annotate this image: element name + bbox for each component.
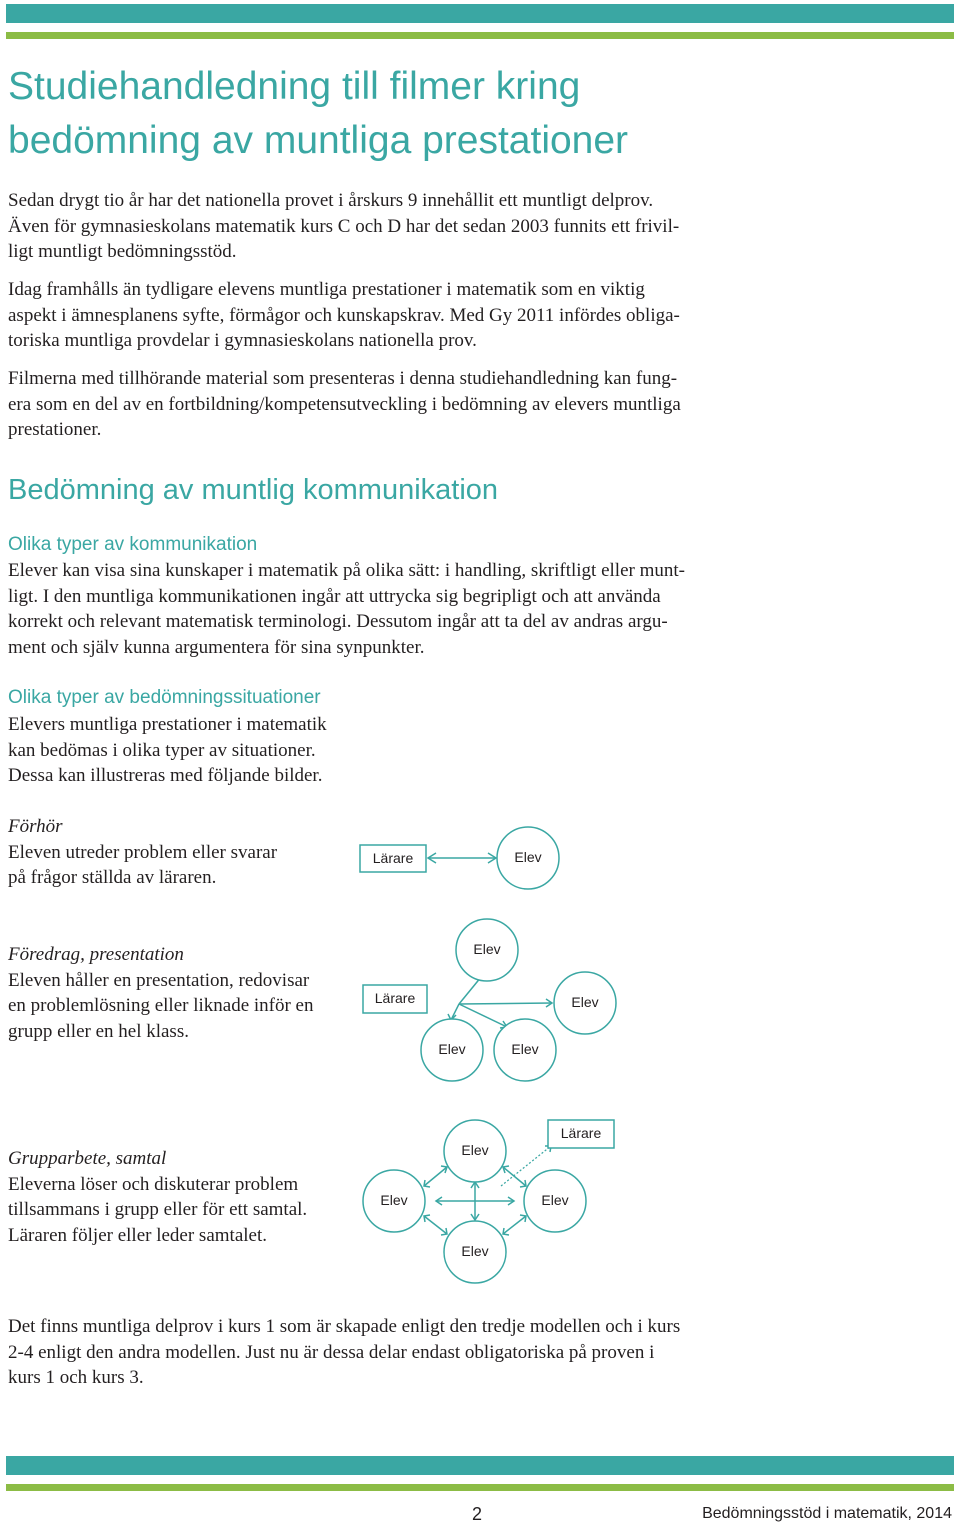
text-line: 2-4 enligt den andra modellen. Just nu är dessa delar endast obligatoriska på proven i <box>8 1341 655 1363</box>
text-line: Dessa kan illustreras med följande bilder. <box>8 765 323 786</box>
situation-title: Grupparbete, samtal <box>8 1148 167 1169</box>
student-label: Elev <box>511 1041 539 1057</box>
situation-oral-exam <box>8 814 348 891</box>
footer-document-title: Bedömningsstöd i matematik, 2014 <box>702 1505 952 1522</box>
situation-group-work <box>8 1146 353 1248</box>
student-label: Elev <box>461 1142 489 1158</box>
text-line: toriska muntliga provdelar i gymnasieskolans nationella prov. <box>8 330 477 351</box>
bottom-band-green <box>6 1484 954 1491</box>
diagram-oral-exam <box>350 820 570 900</box>
text-line: tillsammans i grupp eller för ett samtal. <box>8 1199 308 1220</box>
text-line: kan bedömas i olika typer av situationer. <box>8 739 316 761</box>
text-line: ligt. I den muntliga kommunikationen ingår att uttrycka sig begripligt och att använda <box>8 585 661 607</box>
page-title-line: Studiehandledning till filmer kring <box>8 65 581 108</box>
page-title-line: bedömning av muntliga prestationer <box>8 119 629 162</box>
text-line: kurs 1 och kurs 3. <box>8 1367 144 1388</box>
text-line: era som en del av en fortbildning/kompetensutveckling i bedömning av elevers muntliga <box>8 393 681 415</box>
text-line: ment och själv kunna argumentera för sina synpunkter. <box>8 636 425 658</box>
intro-paragraph-3 <box>8 366 768 443</box>
top-band-green <box>6 32 954 39</box>
page-title <box>8 60 768 168</box>
situation-presentation <box>8 942 358 1044</box>
text-line: Eleven håller en presentation, redovisar <box>8 969 310 991</box>
intro-paragraph-1 <box>8 188 768 265</box>
intro-paragraph-2 <box>8 277 768 354</box>
edge-arrow <box>503 1216 526 1234</box>
situations-intro-paragraph <box>8 712 768 789</box>
edge-arrow <box>503 1167 526 1186</box>
communication-paragraph <box>8 558 768 660</box>
situation-title: Föredrag, presentation <box>8 944 184 965</box>
text-line: aspekt i ämnesplanens syfte, förmågor och kunskapskrav. Med Gy 2011 infördes obliga- <box>8 304 680 326</box>
edge-arrow <box>424 1216 447 1234</box>
top-band-teal <box>6 4 954 23</box>
edge-arrow <box>424 1167 447 1186</box>
text-line: Sedan drygt tio år har det nationella provet i årskurs 9 innehållit ett muntligt delprov. <box>8 190 654 211</box>
situation-title: Förhör <box>8 816 63 837</box>
text-line: Eleverna löser och diskuterar problem <box>8 1173 299 1195</box>
teacher-label: Lärare <box>374 990 416 1006</box>
closing-paragraph <box>8 1314 768 1391</box>
student-label: Elev <box>571 994 599 1010</box>
page-number: 2 <box>472 1504 483 1524</box>
text-line: Elever kan visa sina kunskaper i matematik på olika sätt: i handling, skriftligt eller munt- <box>8 560 685 581</box>
subheading-communication-types: Olika typer av kommunikation <box>8 534 258 555</box>
text-line: grupp eller en hel klass. <box>8 1020 189 1042</box>
text-line: på frågor ställda av läraren. <box>8 867 217 888</box>
text-line: Läraren följer eller leder samtalet. <box>8 1224 267 1246</box>
subheading-assessment-situations: Olika typer av bedömningssituationer <box>8 687 321 708</box>
text-line: en problemlösning eller liknade inför en <box>8 995 314 1016</box>
text-line: Idag framhålls än tydligare elevens muntliga prestationer i matematik som en viktig <box>8 279 645 300</box>
edge-arrow <box>459 1003 552 1004</box>
student-label: Elev <box>473 941 501 957</box>
student-label: Elev <box>380 1192 408 1208</box>
text-line: Det finns muntliga delprov i kurs 1 som är skapade enligt den tredje modellen och i kurs <box>8 1316 681 1337</box>
text-line: ligt muntligt bedömningsstöd. <box>8 241 237 262</box>
text-line: Filmerna med tillhörande material som presenteras i denna studiehandledning kan fung- <box>8 368 678 389</box>
teacher-label: Lärare <box>372 850 414 866</box>
bottom-band-teal <box>6 1456 954 1475</box>
diagram-presentation <box>355 915 635 1090</box>
text-line: prestationer. <box>8 419 102 440</box>
student-label: Elev <box>514 849 542 865</box>
section-heading: Bedömning av muntlig kommunikation <box>8 474 499 506</box>
text-line: Elevers muntliga prestationer i matematik <box>8 714 327 735</box>
text-line: Eleven utreder problem eller svarar <box>8 841 278 863</box>
diagram-group-work <box>355 1112 625 1292</box>
edge-arrow <box>451 1004 459 1020</box>
student-label: Elev <box>461 1243 489 1259</box>
teacher-label: Lärare <box>560 1125 602 1141</box>
text-line: korrekt och relevant matematisk terminologi. Dessutom ingår att ta del av andras argu- <box>8 611 668 632</box>
student-label: Elev <box>541 1192 569 1208</box>
text-line: Även för gymnasieskolans matematik kurs C och D har det sedan 2003 funnits ett frivil- <box>8 215 680 237</box>
student-label: Elev <box>438 1041 466 1057</box>
